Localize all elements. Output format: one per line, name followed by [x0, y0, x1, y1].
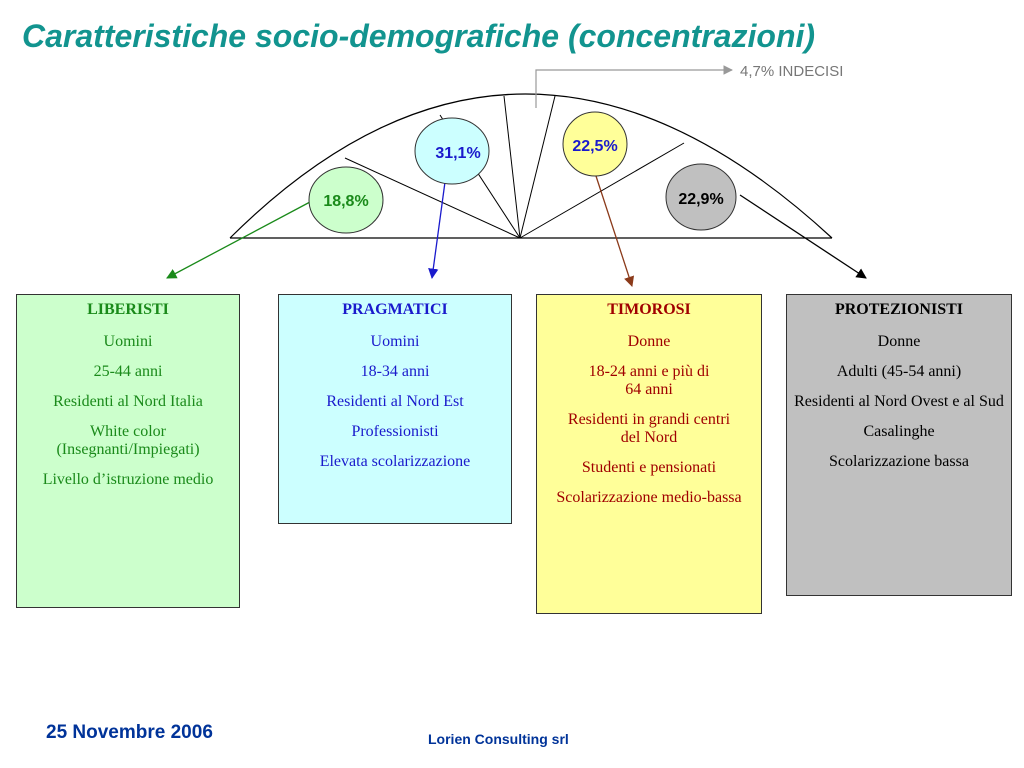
box-line: Uomini [103, 333, 153, 350]
indecisi-label: 4,7% INDECISI [740, 63, 844, 80]
arrow-timorosi [596, 176, 632, 286]
box-liberisti [16, 294, 240, 608]
box-protezionisti [786, 294, 1012, 596]
arrow-pragmatici [432, 182, 445, 278]
box-line: Residenti in grandi centri del Nord [567, 411, 731, 446]
percent-protezionisti: 22,9% [678, 191, 724, 208]
box-line: Residenti al Nord Est [326, 393, 464, 410]
box-timorosi [536, 294, 762, 614]
box-line: 18-34 anni [360, 363, 430, 380]
page-title: Caratteristiche socio-demografiche (concentrazioni) [22, 18, 816, 54]
box-pragmatici [278, 294, 512, 524]
arrow-protezionisti [740, 195, 866, 278]
percent-timorosi: 22,5% [572, 138, 618, 155]
box-line: Residenti al Nord Ovest e al Sud [794, 393, 1004, 410]
box-title: TIMOROSI [607, 301, 691, 318]
box-line: White color (Insegnanti/Impiegati) [56, 423, 200, 458]
percent-pragmatici: 31,1% [435, 145, 481, 162]
box-line: Donne [877, 333, 921, 350]
box-line: Professionisti [351, 423, 439, 440]
box-line: Studenti e pensionati [581, 459, 717, 476]
box-title: LIBERISTI [87, 301, 169, 318]
box-title: PROTEZIONISTI [834, 301, 964, 318]
box-line: Scolarizzazione bassa [829, 453, 969, 470]
box-line: 18-24 anni e più di 64 anni [588, 363, 710, 398]
arch-diagram [0, 0, 1024, 300]
box-line: 25-44 anni [93, 363, 163, 380]
box-line: Livello d’istruzione medio [42, 471, 214, 488]
segment-divider [520, 96, 555, 238]
box-line: Residenti al Nord Italia [53, 393, 203, 410]
arrow-liberisti [167, 202, 310, 278]
box-title: PRAGMATICI [342, 301, 448, 318]
box-line: Donne [627, 333, 671, 350]
box-line: Elevata scolarizzazione [319, 453, 471, 470]
percent-liberisti: 18,8% [323, 193, 369, 210]
indecisi-connector [536, 70, 732, 108]
box-line: Uomini [370, 333, 420, 350]
footer-company: Lorien Consulting srl [428, 731, 569, 747]
box-line: Casalinghe [863, 423, 935, 440]
box-line: Adulti (45-54 anni) [836, 363, 962, 380]
footer-date: 25 Novembre 2006 [46, 722, 213, 743]
box-line: Scolarizzazione medio-bassa [556, 489, 742, 506]
